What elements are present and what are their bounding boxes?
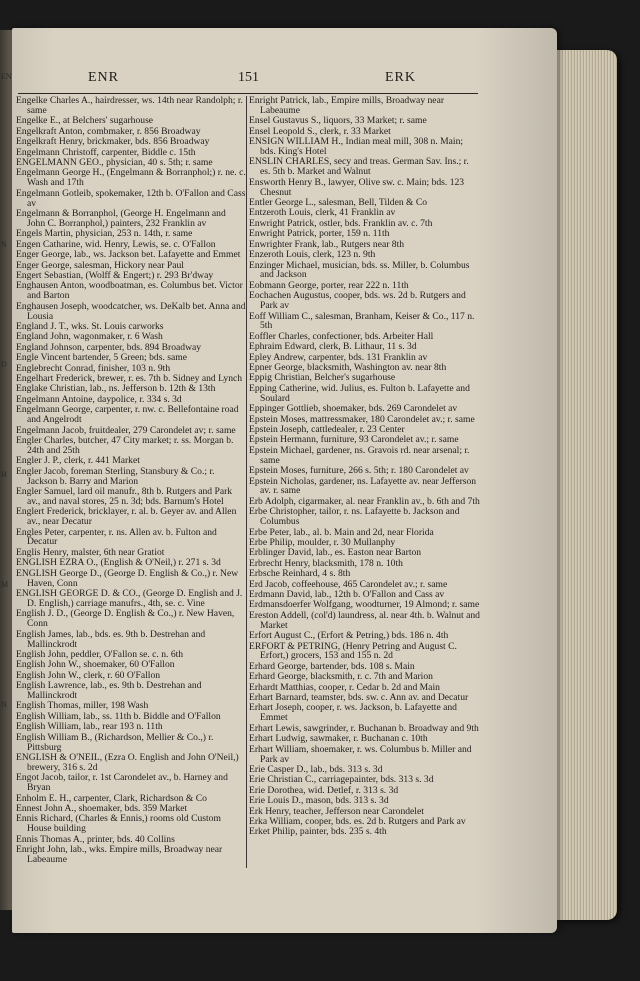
directory-entry: Engelmann Jacob, fruitdealer, 279 Carondelet av; r. same	[16, 424, 236, 436]
directory-entry: Eoffler Charles, confectioner, bds. Arbeiter Hall	[249, 330, 434, 342]
directory-entry: England Johnson, carpenter, bds. 894 Broadway	[16, 341, 202, 353]
directory-entry: England John, wagonmaker, r. 6 Wash	[16, 331, 163, 343]
directory-entry: Ephraim Edward, clerk, B. Lithaur, 11 s. 3d	[249, 341, 417, 353]
directory-entry: Epner George, blacksmith, Washington av. near 8th	[249, 362, 447, 374]
directory-entry: Erd Jacob, coffeehouse, 465 Carondelet av.; r. same	[249, 578, 448, 590]
directory-entry: Erbe Philip, moulder, r. 30 Mullanphy	[249, 536, 396, 548]
directory-entry: Englis Henry, malster, 6th near Gratiot	[16, 546, 165, 558]
directory-entry: Epstein Michael, gardener, ns. Gravois rd. near arsenal; r. same	[249, 444, 470, 466]
directory-entry: English John W., clerk, r. 60 O'Fallon	[16, 669, 161, 681]
directory-entry: Erbsche Reinhard, 4 s. 8th	[249, 568, 351, 580]
directory-entry: Enright Patrick, lab., Empire mills, Broadway near Labeaume	[249, 95, 445, 116]
page-header	[15, 70, 535, 92]
directory-entry: Eppig Christian, Belcher's sugarhouse	[249, 372, 396, 384]
directory-entry: Engels Martin, physician, 253 n. 14th, r. same	[16, 228, 193, 240]
directory-entry: Ennest John A., shoemaker, bds. 359 Market	[16, 803, 188, 815]
directory-entry: Epstein Joseph, cattledealer, r. 23 Center	[249, 424, 405, 435]
directory-entry: Erb Adolph, cigarmaker, al. near Franklin av., b. 6th and 7th	[249, 495, 480, 507]
directory-entry: Engot Jacob, tailor, r. 1st Carondelet av., b. Harney and Bryan	[16, 772, 228, 794]
margin-tab: N	[1, 240, 7, 249]
directory-entry: Erka William, cooper, bds. es. 2d b. Rutgers and Park av	[249, 815, 466, 827]
directory-entry: English Thomas, miller, 198 Wash	[16, 700, 149, 712]
directory-entry: ENGLISH George D., (George D. English & Co.,) r. New Haven, Conn	[16, 567, 239, 589]
directory-entry: England J. T., wks. St. Louis carworks	[16, 320, 164, 332]
directory-entry: English John W., shoemaker, 60 O'Fallon	[16, 659, 175, 671]
directory-entry: Epstein Moses, mattressmaker, 180 Carondelet av.; r. same	[249, 413, 475, 425]
directory-entry: Erhart Joseph, cooper, r. ws. Jackson, b. Lafayette and Emmet	[249, 702, 457, 724]
directory-entry: Englert Frederick, bricklayer, r. al. b. Geyer av. and Allen av., near Decatur	[16, 506, 237, 528]
directory-entry: English William B., (Richardson, Mellier & Co.,) r. Pittsburg	[16, 731, 214, 753]
directory-entry: Erket Philip, painter, bds. 235 s. 4th	[249, 826, 387, 838]
directory-entry: Erie Louis D., mason, bds. 313 s. 3d	[249, 795, 389, 807]
margin-tab: D	[1, 360, 7, 369]
directory-entry: Epstein Hermann, furniture, 93 Carondelet av.; r. same	[249, 434, 459, 446]
directory-entry: Erhardt Matthias, cooper, r. Cedar b. 2d and Main	[249, 681, 440, 693]
directory-entry: Enwright Patrick, ostler, bds. Franklin av. c. 7th	[249, 217, 433, 229]
directory-entry: Erhart Barnard, teamster, bds. sw. c. Ann av. and Decatur	[249, 692, 469, 704]
directory-entry: Englake Christian, lab., ns. Jefferson b. 12th & 13th	[16, 383, 216, 395]
directory-entry: Erdmansdoerfer Wolfgang, woodturner, 19 Almond; r. same	[249, 599, 480, 611]
directory-entry: Erbe Peter, lab., al. b. Main and 2d, near Florida	[249, 526, 434, 538]
directory-entry: Engelmann Antoine, daypolice, r. 334 s. 3d	[16, 393, 182, 405]
directory-entry: Engelmann George, carpenter, r. nw. c. Bellefontaine road and Angelrodt	[16, 404, 239, 426]
directory-entry: Engler Samuel, lard oil manufr., 8th b. Rutgers and Park av., and naval stores, 25 n. 3d; bds. Barnum's Hotel	[16, 485, 233, 507]
directory-entry: ENGLISH GEORGE D. & CO., (George D. English and J. D. English,) carriage manufrs., 4th, se. c. Vine	[16, 588, 243, 609]
header-rule	[18, 93, 478, 94]
book-fore-edge	[555, 50, 617, 920]
directory-entry: Epping Catherine, wid. Julius, es. Fulton b. Lafayette and Soulard	[249, 382, 470, 404]
directory-entry: Eochachen Augustus, cooper, bds. ws. 2d b. Rutgers and Park av	[249, 290, 466, 312]
margin-tab: M	[1, 580, 9, 589]
directory-entry: Erhart Ludwig, sawmaker, r. Buchanan c. 10th	[249, 733, 428, 745]
directory-entry: Epstein Nicholas, gardener, ns. Lafayette av. near Jefferson av. r. same	[249, 475, 477, 497]
directory-entry: Erfort August C., (Erfort & Petring,) bds. 186 n. 4th	[249, 630, 449, 642]
directory-entry: Erblinger David, lab., es. Easton near Barton	[249, 547, 422, 559]
directory-entry: Erbe Christopher, tailor, r. ns. Lafayette b. Jackson and Columbus	[249, 506, 460, 528]
directory-entry: Erie Dorothea, wid. Detlef, r. 313 s. 3d	[249, 784, 399, 796]
directory-entry: Enzeroth Louis, clerk, 123 n. 9th	[249, 249, 376, 261]
directory-entry: Ensel Gustavus S., liquors, 33 Market; r. same	[249, 115, 427, 127]
directory-entry: Ennis Thomas A., printer, bds. 40 Collins	[16, 833, 175, 845]
directory-entry: Epstein Moses, furniture, 266 s. 5th; r. 180 Carondelet av	[249, 465, 469, 477]
directory-entry: Engles Peter, carpenter, r. ns. Allen av. b. Fulton and Decatur	[16, 526, 217, 548]
directory-entry: Engelmann & Borranphol, (George H. Engelmann and John C. Borranphol,) painters, 232 Franklin av	[16, 207, 226, 229]
directory-entry: English John, peddler, O'Fallon se. c. n. 6th	[16, 648, 184, 660]
margin-tab: N	[1, 700, 7, 709]
directory-entry: English James, lab., bds. es. 9th b. Destrehan and Mallinckrodt	[16, 628, 206, 650]
directory-entry: Engen Catharine, wid. Henry, Lewis, se. c. O'Fallon	[16, 238, 216, 250]
directory-entry: Enger George, salesman, Hickory near Paul	[16, 259, 184, 271]
margin-tab: EN	[1, 72, 12, 81]
directory-entry: Enwright Patrick, porter, 159 n. 11th	[249, 228, 390, 240]
margin-tab: H	[1, 470, 7, 479]
directory-entry: Engelke Charles A., hairdresser, ws. 14th near Randolph; r. same	[16, 95, 243, 116]
directory-entry: Enger George, lab., ws. Jackson bet. Lafayette and Emmet	[16, 249, 241, 261]
directory-entry: Engelkraft Anton, combmaker, r. 856 Broadway	[16, 125, 201, 137]
directory-entry: Engelke E., at Belchers' sugarhouse	[16, 115, 154, 127]
directory-entry: Erie Casper D., lab., bds. 313 s. 3d	[249, 763, 383, 775]
left-column	[16, 96, 246, 865]
header-right-guide: ERK	[385, 70, 416, 85]
directory-entry: Erhard George, bartender, bds. 108 s. Main	[249, 660, 415, 672]
directory-entry: Erhart Lewis, sawgrinder, r. Buchanan b. Broadway and 9th	[249, 722, 479, 734]
directory-entry: Ennis Richard, (Charles & Ennis,) rooms old Custom House building	[16, 813, 221, 835]
header-left-guide: ENR	[88, 70, 119, 85]
directory-entry: Engert Sebastian, (Wolff & Engert;) r. 293 Br'dway	[16, 269, 214, 281]
directory-entry: Enzinger Michael, musician, bds. ss. Miller, b. Columbus and Jackson	[249, 259, 470, 281]
directory-entry: ENGLISH & O'NEIL, (Ezra O. English and John O'Neil,) brewery, 316 s. 2d	[16, 752, 239, 773]
directory-entry: Engelhart Frederick, brewer, r. es. 7th b. Sidney and Lynch	[16, 372, 243, 384]
directory-entry: English J. D., (George D. English & Co.,) r. New Haven, Conn	[16, 608, 235, 630]
directory-entry: Engler Jacob, foreman Sterling, Stansbury & Co.; r. Jackson b. Barry and Marion	[16, 465, 215, 487]
directory-entry: Erie Christian C., carriagepainter, bds. 313 s. 3d	[249, 774, 434, 786]
directory-entry: Eoff William C., salesman, Branham, Keiser & Co., 117 n. 5th	[249, 310, 475, 332]
directory-entry: Erk Henry, teacher, Jefferson near Carondelet	[249, 805, 424, 817]
directory-entry: Ensel Leopold S., clerk, r. 33 Market	[249, 125, 391, 137]
directory-entry: ENSLIN CHARLES, secy and treas. German Sav. Ins.; r. es. 5th b. Market and Walnut	[249, 156, 469, 178]
directory-entry: Engelmann Gotleib, spokemaker, 12th b. O'Fallon and Cass av	[16, 187, 246, 209]
directory-entry: ERFORT & PETRING, (Henry Petring and August C. Erfort,) grocers, 153 and 155 n. 2d	[249, 640, 457, 662]
directory-entry: Enright John, lab., wks. Empire mills, Broadway near Labeaume	[16, 844, 223, 866]
directory-entry: ENSIGN WILLIAM H., Indian meal mill, 308 n. Main; bds. King's Hotel	[249, 136, 464, 158]
directory-entry: Epley Andrew, carpenter, bds. 131 Franklin av	[249, 351, 428, 363]
directory-entry: Entzeroth Louis, clerk, 41 Franklin av	[249, 207, 396, 219]
directory-entry: Erdmann David, lab., 12th b. O'Fallon and Cass av	[249, 589, 445, 600]
directory-entry: Entler George L., salesman, Bell, Tilden & Co	[249, 197, 428, 209]
page-number: 151	[238, 70, 259, 85]
directory-entry: Erbrecht Henry, blacksmith, 178 n. 10th	[249, 557, 403, 569]
directory-entry: Engler Charles, butcher, 47 City market; r. ss. Morgan b. 24th and 25th	[16, 434, 234, 456]
directory-entry: Engle Vincent bartender, 5 Green; bds. same	[16, 352, 187, 364]
directory-entry: English Lawrence, lab., es. 9th b. Destrehan and Mallinckrodt	[16, 680, 202, 702]
directory-entry: Engelmann George H., (Engelmann & Borranphol;) r. ne. c. Wash and 17th	[16, 167, 246, 189]
directory-entry: Enwrighter Frank, lab., Rutgers near 8th	[249, 238, 405, 250]
directory-entry: Enghausen Joseph, woodcatcher, ws. DeKalb bet. Anna and Lousia	[16, 300, 246, 322]
directory-entry: Enholm E. H., carpenter, Clark, Richardson & Co	[16, 792, 207, 804]
directory-entry: Erhart William, shoemaker, r. ws. Columbus b. Miller and Park av	[249, 743, 472, 765]
directory-entry: Englebrecht Conrad, finisher, 103 n. 9th	[16, 362, 171, 374]
directory-entry: English William, lab., ss. 11th b. Biddle and O'Fallon	[16, 710, 221, 722]
directory-entry: Eppinger Gottlieb, shoemaker, bds. 269 Carondelet av	[249, 403, 458, 415]
directory-entry: Ereston Addell, (col'd) laundress, al. near 4th. b. Walnut and Market	[249, 609, 480, 631]
directory-entry: Erhard George, blacksmith, r. c. 7th and Marion	[249, 671, 433, 683]
directory-entry: ENGELMANN GEO., physician, 40 s. 5th; r. same	[16, 156, 213, 168]
directory-entry: Engler J. P., clerk, r. 441 Market	[16, 455, 140, 467]
directory-entry: ENGLISH EZRA O., (English & O'Neil,) r. 271 s. 3d	[16, 557, 221, 569]
directory-entry: Enghausen Anton, woodboatman, es. Columbus bet. Victor and Barton	[16, 280, 243, 302]
directory-entry: Eobmann George, porter, rear 222 n. 11th	[249, 279, 409, 291]
directory-entry: Engelkraft Henry, brickmaker, bds. 856 Broadway	[16, 136, 210, 148]
directory-entry: Ensworth Henry B., lawyer, Olive sw. c. Main; bds. 123 Chesnut	[249, 176, 465, 198]
right-column	[249, 96, 481, 838]
column-divider	[246, 96, 247, 868]
directory-entry: English William, lab., rear 193 n. 11th	[16, 721, 163, 733]
directory-entry: Engelmann Christoff, carpenter, Biddle c. 15th	[16, 146, 196, 158]
